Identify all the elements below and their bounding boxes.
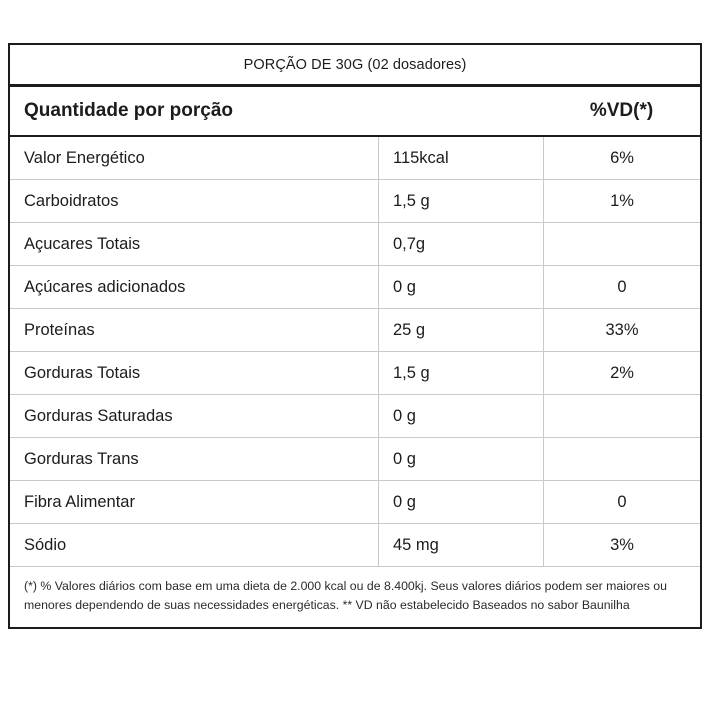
nutrient-amount: 1,5 g (378, 180, 543, 222)
table-row (10, 395, 700, 438)
nutrient-daily-value: 2% (543, 352, 700, 394)
nutrition-facts-table (8, 43, 702, 629)
nutrient-amount: 115kcal (378, 137, 543, 179)
nutrient-amount: 0 g (378, 266, 543, 308)
nutrient-name: Valor Energético (24, 148, 145, 167)
nutrient-name: Sódio (24, 535, 67, 554)
nutrient-daily-value: 0 (543, 481, 700, 523)
nutrient-name: Gorduras Saturadas (24, 406, 173, 425)
nutrient-name: Proteínas (24, 320, 95, 339)
header-daily-value: %VD(*) (589, 100, 654, 121)
nutrient-amount: 1,5 g (378, 352, 543, 394)
nutrient-name: Açucares Totais (24, 234, 141, 253)
nutrient-amount: 0 g (378, 438, 543, 480)
table-row (10, 309, 700, 352)
nutrient-amount: 0 g (378, 395, 543, 437)
serving-size-title: PORÇÃO DE 30G (02 dosadores) (10, 45, 700, 87)
nutrient-name: Carboidratos (24, 191, 119, 210)
table-header-row (10, 87, 700, 137)
nutrient-daily-value (543, 223, 700, 265)
nutrient-daily-value: 6% (543, 137, 700, 179)
nutrient-name: Fibra Alimentar (24, 492, 135, 511)
nutrient-daily-value (543, 438, 700, 480)
table-row (10, 352, 700, 395)
nutrient-daily-value: 3% (543, 524, 700, 566)
header-quantity-per-serving: Quantidade por porção (24, 100, 234, 121)
table-row (10, 266, 700, 309)
nutrient-daily-value: 1% (543, 180, 700, 222)
footnote-text: (*) % Valores diários com base em uma dieta de 2.000 kcal ou de 8.400kj. Seus valores diários podem ser maiores ou menores dependendo de suas necessidades energéticas. ** VD não estabelecido Baseados no sabor Baunilha (24, 579, 667, 613)
table-row (10, 481, 700, 524)
nutrient-name: Gorduras Trans (24, 449, 139, 468)
nutrient-amount: 0 g (378, 481, 543, 523)
nutrient-daily-value: 33% (543, 309, 700, 351)
nutrient-daily-value (543, 395, 700, 437)
nutrient-amount: 45 mg (378, 524, 543, 566)
nutrient-name: Gorduras Totais (24, 363, 141, 382)
nutrient-daily-value: 0 (543, 266, 700, 308)
table-row (10, 524, 700, 567)
table-row (10, 438, 700, 481)
nutrient-amount: 0,7g (378, 223, 543, 265)
table-row (10, 180, 700, 223)
table-row (10, 223, 700, 266)
nutrient-amount: 25 g (378, 309, 543, 351)
nutrient-name: Açúcares adicionados (24, 277, 186, 296)
table-row (10, 137, 700, 180)
